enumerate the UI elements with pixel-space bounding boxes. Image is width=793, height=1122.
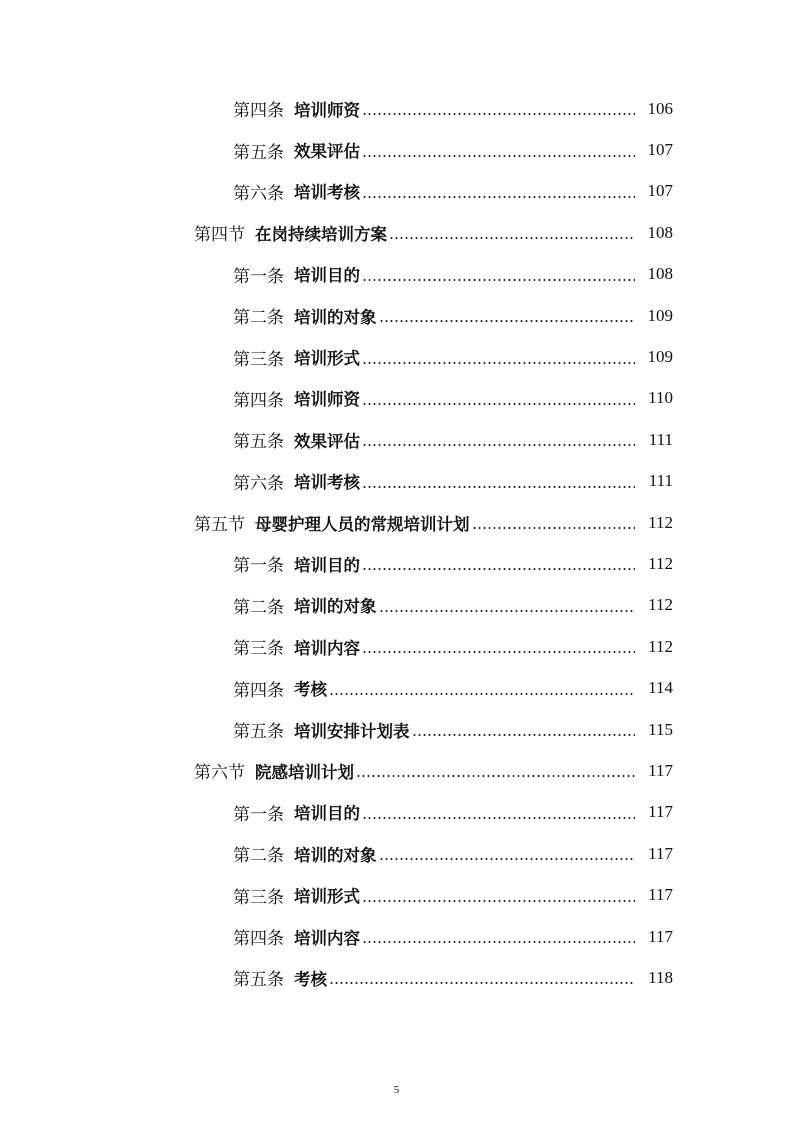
toc-entry-page: 111	[648, 429, 673, 449]
dot-leader	[412, 721, 636, 738]
dot-leader	[379, 307, 636, 324]
toc-entry-page: 107	[647, 140, 673, 160]
toc-entry-title: 培训安排计划表	[294, 721, 410, 741]
dot-leader	[389, 224, 635, 241]
toc-section-entry[interactable]	[0, 212, 793, 253]
toc-entry-title: 培训内容	[294, 928, 360, 948]
toc-entry-page: 108	[647, 264, 673, 284]
toc-article-entry[interactable]	[0, 585, 793, 626]
toc-article-entry[interactable]	[0, 88, 793, 129]
toc-entry-page: 106	[647, 98, 673, 118]
toc-entry-page: 110	[648, 388, 673, 408]
toc-entry-page: 112	[648, 636, 673, 656]
toc-article-entry[interactable]	[0, 543, 793, 584]
toc-article-entry[interactable]	[0, 957, 793, 998]
dot-leader	[472, 514, 636, 531]
dot-leader	[379, 845, 636, 862]
toc-entry-title: 在岗持续培训方案	[255, 224, 387, 244]
toc-entry-title: 考核	[294, 969, 327, 989]
toc-article-entry[interactable]	[0, 378, 793, 419]
toc-entry-number: 第六节	[194, 763, 245, 784]
toc-entry-page: 117	[648, 926, 673, 946]
toc-entry-title: 培训的对象	[294, 597, 377, 617]
toc-entry-title: 培训内容	[294, 638, 360, 658]
page-number: 5	[393, 1084, 400, 1096]
toc-entry-number: 第一条	[233, 266, 284, 287]
toc-entry-page: 111	[648, 471, 673, 491]
toc-entry-page: 118	[648, 967, 673, 987]
toc-entry-title: 培训形式	[294, 887, 360, 907]
toc-article-entry[interactable]	[0, 792, 793, 833]
toc-article-entry[interactable]	[0, 129, 793, 170]
toc-entry-number: 第四条	[233, 101, 284, 122]
toc-article-entry[interactable]	[0, 874, 793, 915]
toc-entry-number: 第一条	[233, 556, 284, 577]
dot-leader	[362, 349, 635, 366]
toc-entry-page: 112	[648, 595, 673, 615]
toc-entry-page: 112	[648, 512, 673, 532]
toc-entry-number: 第二条	[233, 597, 284, 618]
toc-entry-number: 第二条	[233, 846, 284, 867]
dot-leader	[362, 638, 635, 655]
dot-leader	[362, 804, 635, 821]
toc-article-entry[interactable]	[0, 419, 793, 460]
toc-entry-page: 109	[647, 347, 673, 367]
toc-entry-number: 第五条	[233, 970, 284, 991]
toc-entry-title: 效果评估	[294, 431, 360, 451]
toc-article-entry[interactable]	[0, 833, 793, 874]
toc-entry-title: 培训目的	[294, 804, 360, 824]
toc-section-entry[interactable]	[0, 750, 793, 791]
toc-entry-title: 培训的对象	[294, 845, 377, 865]
dot-leader	[362, 142, 635, 159]
toc-entry-title: 培训目的	[294, 555, 360, 575]
toc-entry-page: 108	[647, 222, 673, 242]
toc-entry-title: 院感培训计划	[255, 762, 354, 782]
toc-entry-number: 第五条	[233, 142, 284, 163]
dot-leader	[362, 390, 635, 407]
toc-entry-number: 第六条	[233, 183, 284, 204]
toc-article-entry[interactable]	[0, 254, 793, 295]
dot-leader	[379, 597, 636, 614]
toc-entry-number: 第四节	[194, 225, 245, 246]
toc-entry-page: 117	[648, 843, 673, 863]
toc-entry-title: 培训目的	[294, 266, 360, 286]
toc-article-entry[interactable]	[0, 667, 793, 708]
dot-leader	[362, 928, 635, 945]
toc-entry-page: 112	[648, 553, 673, 573]
toc-entry-number: 第五条	[233, 432, 284, 453]
toc-entry-page: 109	[647, 305, 673, 325]
toc-entry-title: 培训师资	[294, 390, 360, 410]
toc-entry-number: 第五节	[194, 515, 245, 536]
dot-leader	[329, 969, 635, 986]
toc-entry-number: 第四条	[233, 929, 284, 949]
toc-entry-title: 培训考核	[294, 473, 360, 493]
dot-leader	[362, 555, 635, 572]
toc-entry-number: 第一条	[233, 804, 284, 825]
toc-section-entry[interactable]	[0, 502, 793, 543]
toc-article-entry[interactable]	[0, 295, 793, 336]
toc-entry-number: 第四条	[233, 390, 284, 411]
toc-article-entry[interactable]	[0, 461, 793, 502]
dot-leader	[362, 473, 635, 490]
toc-article-entry[interactable]	[0, 336, 793, 377]
toc-entry-number: 第三条	[233, 887, 284, 908]
toc-entry-title: 培训师资	[294, 100, 360, 120]
toc-entry-title: 培训形式	[294, 349, 360, 369]
dot-leader	[362, 431, 635, 448]
toc-entry-page: 117	[648, 885, 673, 905]
dot-leader	[362, 183, 635, 200]
toc-article-entry[interactable]	[0, 171, 793, 212]
dot-leader	[362, 887, 635, 904]
toc-entry-number: 第六条	[233, 473, 284, 494]
toc-entry-page: 117	[648, 802, 673, 822]
toc-entry-number: 第五条	[233, 722, 284, 743]
toc-entry-title: 效果评估	[294, 142, 360, 162]
toc-entry-number: 第二条	[233, 308, 284, 329]
toc-entry-page: 117	[648, 760, 673, 780]
toc-entry-page: 107	[647, 181, 673, 201]
dot-leader	[356, 762, 635, 779]
toc-entry-page: 115	[648, 719, 673, 739]
dot-leader	[329, 680, 635, 697]
toc-entry-title: 培训的对象	[294, 307, 377, 327]
toc-entry-number: 第四条	[233, 680, 284, 701]
table-of-contents	[0, 88, 793, 999]
toc-entry-number: 第三条	[233, 349, 284, 370]
toc-entry-number: 第三条	[233, 639, 284, 660]
dot-leader	[362, 266, 635, 283]
toc-article-entry[interactable]	[0, 626, 793, 667]
toc-entry-page: 114	[648, 678, 673, 698]
toc-entry-title: 考核	[294, 680, 327, 700]
toc-article-entry[interactable]	[0, 709, 793, 750]
toc-entry-title: 培训考核	[294, 183, 360, 203]
dot-leader	[362, 100, 635, 117]
toc-article-entry[interactable]	[0, 916, 793, 957]
toc-entry-title: 母婴护理人员的常规培训计划	[255, 514, 470, 534]
